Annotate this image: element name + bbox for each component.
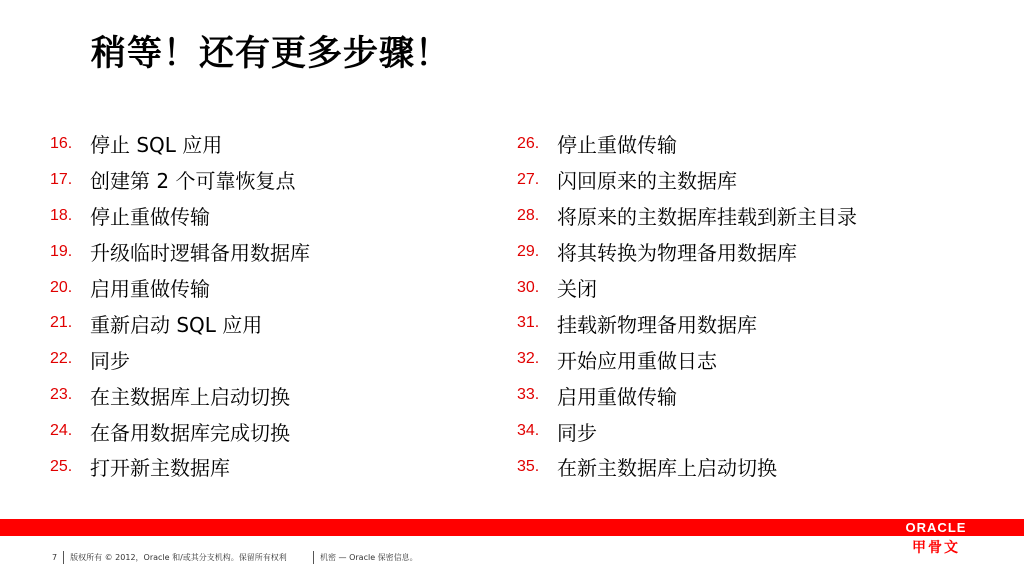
step-text: 同步	[557, 420, 597, 445]
list-item	[50, 126, 310, 162]
step-number: 24.	[50, 422, 73, 440]
list-item	[517, 449, 857, 485]
slide-title: 稍等！还有更多步骤！	[91, 34, 452, 74]
step-text: 将原来的主数据库挂载到新主目录	[557, 205, 857, 230]
step-number: 21.	[50, 314, 73, 332]
list-item	[517, 198, 857, 234]
step-text: 停止重做传输	[557, 133, 677, 158]
footer-divider	[313, 551, 314, 564]
step-number: 34.	[517, 422, 540, 440]
list-item	[50, 341, 310, 377]
step-text: 重新启动 SQL 应用	[90, 312, 263, 337]
step-text: 启用重做传输	[557, 384, 677, 409]
step-number: 31.	[517, 314, 540, 332]
list-item	[517, 413, 857, 449]
step-text: 创建第 2 个可靠恢复点	[90, 169, 296, 194]
list-item	[517, 162, 857, 198]
step-text: 将其转换为物理备用数据库	[557, 241, 797, 266]
step-text: 在备用数据库完成切换	[90, 420, 290, 445]
list-item	[50, 198, 310, 234]
step-number: 33.	[517, 386, 540, 404]
step-text: 关闭	[557, 277, 597, 301]
step-text: 同步	[90, 348, 130, 373]
step-text: 停止 SQL 应用	[90, 133, 223, 158]
step-number: 22.	[50, 350, 73, 368]
oracle-logo-word: ORACLE	[905, 520, 967, 535]
list-item	[50, 270, 310, 306]
step-text: 挂载新物理备用数据库	[557, 312, 757, 337]
step-number: 35.	[517, 457, 540, 475]
list-item	[517, 305, 857, 341]
steps-list-left	[50, 126, 310, 485]
step-number: 28.	[517, 206, 540, 224]
step-number: 17.	[50, 170, 73, 188]
list-item	[517, 270, 857, 306]
steps-list-right	[517, 126, 857, 485]
step-number: 19.	[50, 242, 73, 260]
oracle-logo-chinese: 甲骨文	[912, 540, 960, 556]
footer-confidential	[307, 551, 418, 564]
step-number: 29.	[517, 242, 540, 260]
list-item	[50, 413, 310, 449]
list-item	[50, 162, 310, 198]
step-text: 升级临时逻辑备用数据库	[90, 241, 310, 266]
copyright-text: 版权所有 © 2012，Oracle 和/或其分支机构。保留所有权利	[70, 553, 287, 562]
step-text: 启用重做传输	[90, 277, 210, 301]
list-item	[517, 341, 857, 377]
footer-red-bar	[0, 519, 1024, 536]
step-number: 25.	[50, 457, 73, 475]
step-text: 开始应用重做日志	[557, 348, 717, 373]
footer-divider	[63, 551, 64, 564]
page-number: 7	[52, 553, 58, 562]
list-item	[50, 377, 310, 413]
step-text: 在新主数据库上启动切换	[557, 456, 777, 481]
list-item	[50, 305, 310, 341]
step-number: 26.	[517, 134, 540, 152]
step-number: 27.	[517, 170, 540, 188]
step-number: 30.	[517, 278, 540, 296]
step-number: 23.	[50, 386, 73, 404]
step-text: 在主数据库上启动切换	[90, 384, 290, 409]
step-number: 20.	[50, 278, 73, 296]
list-item	[50, 449, 310, 485]
step-text: 停止重做传输	[90, 205, 210, 230]
list-item	[50, 234, 310, 270]
step-text: 闪回原来的主数据库	[557, 169, 737, 194]
list-item	[517, 126, 857, 162]
list-item	[517, 377, 857, 413]
footer-copyright	[52, 551, 287, 564]
step-number: 18.	[50, 206, 73, 224]
oracle-logo	[896, 520, 976, 554]
confidential-text: 机密 — Oracle 保密信息。	[320, 553, 418, 562]
list-item	[517, 234, 857, 270]
step-number: 32.	[517, 350, 540, 368]
step-number: 16.	[50, 134, 73, 152]
step-text: 打开新主数据库	[90, 456, 230, 481]
